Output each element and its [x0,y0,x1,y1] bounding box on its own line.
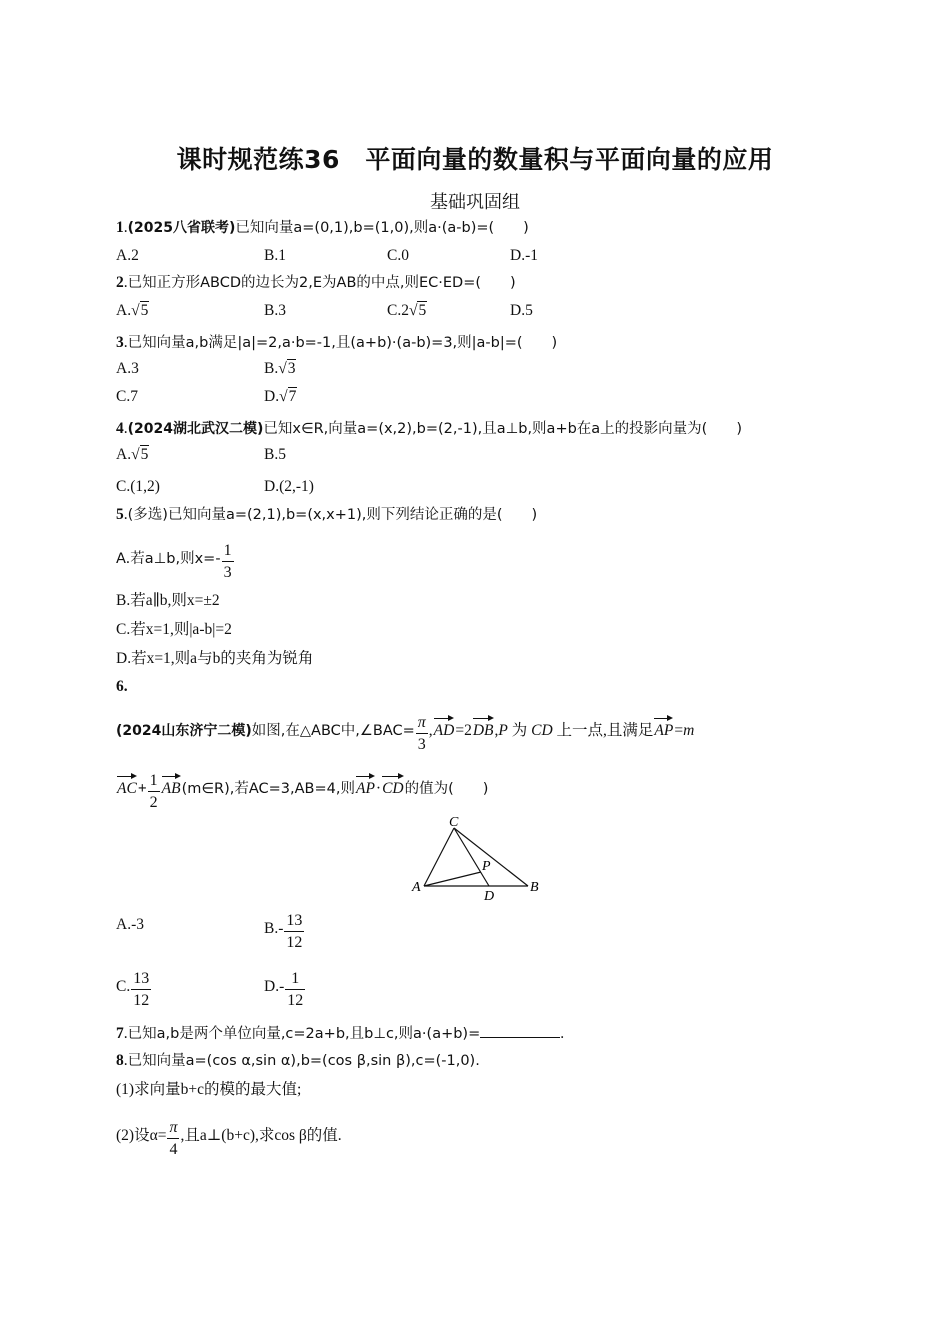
option-a: A.√5 [116,302,149,319]
question-source: (2025八省联考) [127,220,236,236]
option-d: D.√7 [264,388,297,405]
question-source: (2024山东济宁二模) [116,723,252,739]
option-d: D.-1 [510,247,538,264]
option-a: A.3 [116,360,139,377]
question-3: 3.已知向量a,b满足|a|=2,a·b=-1,且(a+b)·(a-b)=3,则|a-b|=( ) [116,334,558,351]
answer-blank[interactable] [480,1023,560,1038]
option-b: B.1 [264,247,286,264]
label-a: A [412,880,421,895]
question-8: 8.已知向量a=(cos α,sin α),b=(cos β,sin β),c=(-1,0). [116,1052,480,1069]
option-c: C. $\frac{13}{12}$ [116,970,150,1009]
question-2: 2.已知正方形ABCD的边长为2,E为AB的中点,则EC·ED=( ) [116,274,516,291]
question-text: 已知向量a,b满足|a|=2,a·b=-1,且(a+b)·(a-b)=3,则|a-b|=( ) [127,335,558,351]
question-text: 已知a,b是两个单位向量,c=2a+b,且b⊥c,则a·(a+b)= [127,1026,481,1042]
question-8-part-1: (1)求向量b+c的模的最大值; [116,1081,302,1098]
option-b: B.3 [264,302,286,319]
option-c: C.0 [387,247,409,264]
question-text: 已知向量a=(cos α,sin α),b=(cos β,sin β),c=(-1,0). [127,1053,480,1069]
triangle-figure [408,812,548,902]
option-d: D.若x=1,则a与b的夹角为锐角 [116,650,314,667]
question-6-number: 6. [116,678,128,695]
question-5: 5.(多选)已知向量a=(2,1),b=(x,x+1),则下列结论正确的是( ) [116,506,538,523]
question-7: 7.已知a,b是两个单位向量,c=2a+b,且b⊥c,则a·(a+b)= . [116,1025,565,1042]
question-1: 1.(2025八省联考)已知向量a=(0,1),b=(1,0),则a·(a-b)=( ) [116,219,529,236]
option-a: A.√5 [116,446,149,463]
question-6-line-1: (2024山东济宁二模)如图,在△ABC中,∠BAC= $\frac{\pi}{3}$ ,AD=2DB,P 为 CD 上一点,且满足AP=m [116,714,695,753]
question-6-line-2: AC+ $\frac{1}{2}$ AB(m∈R),若AC=3,AB=4,则AP·CD的值为( ) [117,772,489,811]
label-p: P [482,859,491,874]
question-4: 4.(2024湖北武汉二模)已知x∈R,向量a=(x,2),b=(2,-1),且a⊥b,则a+b在a上的投影向量为( ) [116,420,742,437]
option-a: A.-3 [116,916,144,933]
question-8-part-2: (2)设α= $\frac{\pi}{4}$ ,且a⊥(b+c),求cos β的值. [116,1119,342,1158]
option-d: D.(2,-1) [264,478,314,495]
option-c: C.2√5 [387,302,427,319]
option-c: C.若x=1,则|a-b|=2 [116,621,232,638]
option-a: A.2 [116,247,139,264]
option-d: D.- $\frac{1}{12}$ [264,970,304,1009]
option-b: B.5 [264,446,286,463]
option-c: C.7 [116,388,138,405]
option-b: B.√3 [264,360,296,377]
section-subtitle: 基础巩固组 [430,192,520,213]
option-a: A.若a⊥b,则x=- $\frac{1}{3}$ [116,542,232,581]
option-b: B.- $\frac{13}{12}$ [264,912,303,951]
label-d: D [484,889,495,902]
page-title: 课时规范练36 平面向量的数量积与平面向量的应用 [176,145,774,174]
question-text: 已知正方形ABCD的边长为2,E为AB的中点,则EC·ED=( ) [127,275,516,291]
question-text: 已知向量a=(0,1),b=(1,0),则a·(a-b)=( ) [235,220,529,236]
question-text: 已知x∈R,向量a=(x,2),b=(2,-1),且a⊥b,则a+b在a上的投影向量为( ) [263,421,742,437]
question-text: 已知向量a=(2,1),b=(x,x+1),则下列结论正确的是( ) [167,507,538,523]
option-d: D.5 [510,302,533,319]
label-b: B [530,880,539,895]
label-c: C [449,815,459,830]
option-c: C.(1,2) [116,478,160,495]
question-tag: (多选) [127,507,168,523]
question-source: (2024湖北武汉二模) [127,421,264,437]
option-b: B.若a∥b,则x=±2 [116,592,220,609]
